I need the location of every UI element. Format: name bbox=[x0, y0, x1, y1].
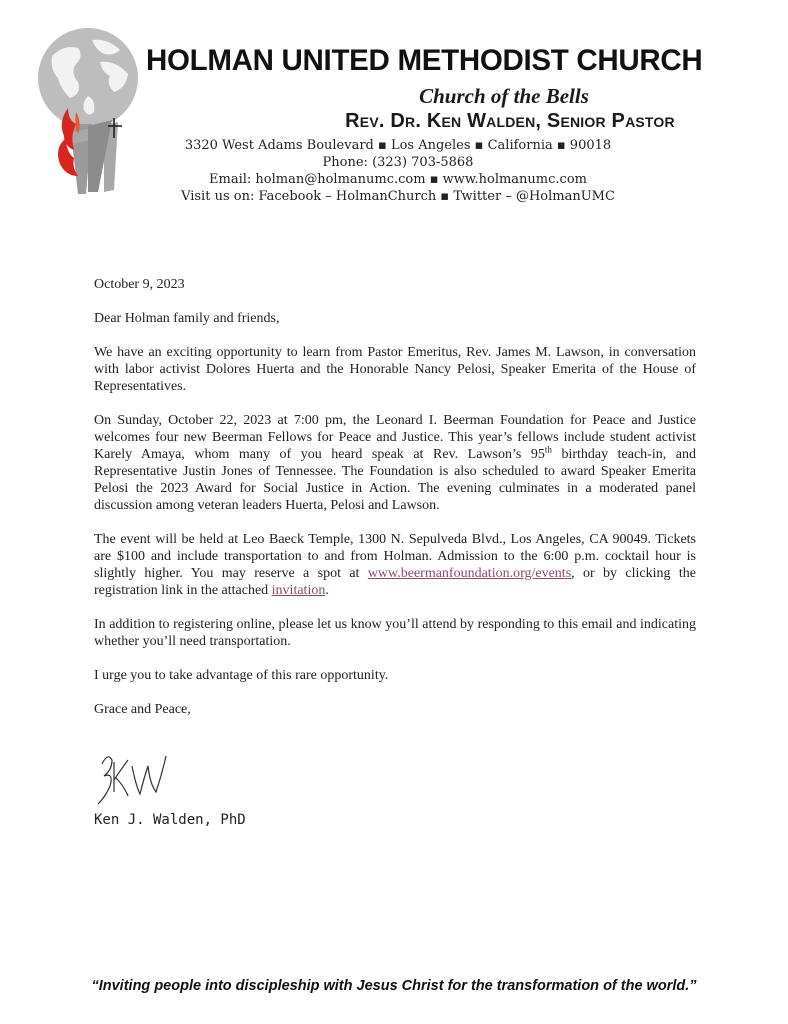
paragraph-2 bbox=[94, 412, 696, 514]
paragraph-3-text-c: . bbox=[325, 583, 329, 598]
paragraph-3-text-a: The event will be held at Leo Baeck Temple, 1300 N. Sepulveda Blvd., Los Angeles, CA 90049. Tickets are $100 and include transportation to and from Holman. Admission to the 6:00 p.m. cocktail hour is slightly higher. You may reserve a spot at bbox=[94, 532, 696, 581]
letter-body bbox=[94, 276, 696, 735]
signer-name: Ken J. Walden, PhD bbox=[94, 812, 246, 828]
paragraph-2-text-a: On Sunday, October 22, 2023 at 7:00 pm, the Leonard I. Beerman Foundation for Peace and Justice welcomes four new Beerman Fellows for Peace and Justice. This year’s fellows include student activist Karely Amaya, whom many of you heard speak at Rev. Lawson’s 95 bbox=[94, 413, 696, 462]
paragraph-2-text-b: birthday teach-in, and Representative Justin Jones of Tennessee. The Foundation is also scheduled to award Speaker Emerita Pelosi the 2023 Award for Social Justice in Action. The evening culminates in a moderated panel discussion among veteran leaders Huerta, Pelosi and Lawson. bbox=[94, 447, 696, 513]
ordinal-superscript: th bbox=[544, 444, 552, 455]
pastor-line: Rev. Dr. Ken Walden, Senior Pastor bbox=[345, 110, 675, 132]
salutation: Dear Holman family and friends, bbox=[94, 311, 280, 326]
letter-date: October 9, 2023 bbox=[94, 277, 185, 292]
paragraph-4: In addition to registering online, please let us know you’ll attend by responding to this email and indicating whether you’ll need transportation. bbox=[94, 617, 696, 649]
email-web-line: Email: holman@holmanumc.com ▪ www.holmanumc.com bbox=[209, 172, 587, 187]
closing: Grace and Peace, bbox=[94, 702, 191, 717]
paragraph-1: We have an exciting opportunity to learn from Pastor Emeritus, Rev. James M. Lawson, in conversation with labor activist Dolores Huerta and the Honorable Nancy Pelosi, Speaker Emerita of the House of Representatives. bbox=[94, 345, 696, 394]
address-line: 3320 West Adams Boulevard ▪ Los Angeles ▪ California ▪ 90018 bbox=[184, 138, 612, 153]
handwritten-signature bbox=[92, 746, 176, 810]
footer-motto: “Inviting people into discipleship with Jesus Christ for the transformation of the world.” bbox=[91, 978, 697, 994]
church-tagline: Church of the Bells bbox=[419, 84, 589, 108]
beerman-events-link[interactable]: www.beermanfoundation.org/events bbox=[367, 566, 572, 581]
phone-line: Phone: (323) 703-5868 bbox=[322, 155, 474, 170]
church-name: HOLMAN UNITED METHODIST CHURCH bbox=[146, 44, 703, 77]
paragraph-5: I urge you to take advantage of this rare opportunity. bbox=[94, 668, 389, 683]
paragraph-3-text-b: , or by clicking the registration link in the attached bbox=[94, 566, 696, 598]
invitation-link[interactable]: invitation bbox=[271, 583, 326, 598]
social-media-line: Visit us on: Facebook – HolmanChurch ▪ Twitter – @HolmanUMC bbox=[181, 189, 615, 204]
paragraph-3 bbox=[94, 531, 696, 599]
